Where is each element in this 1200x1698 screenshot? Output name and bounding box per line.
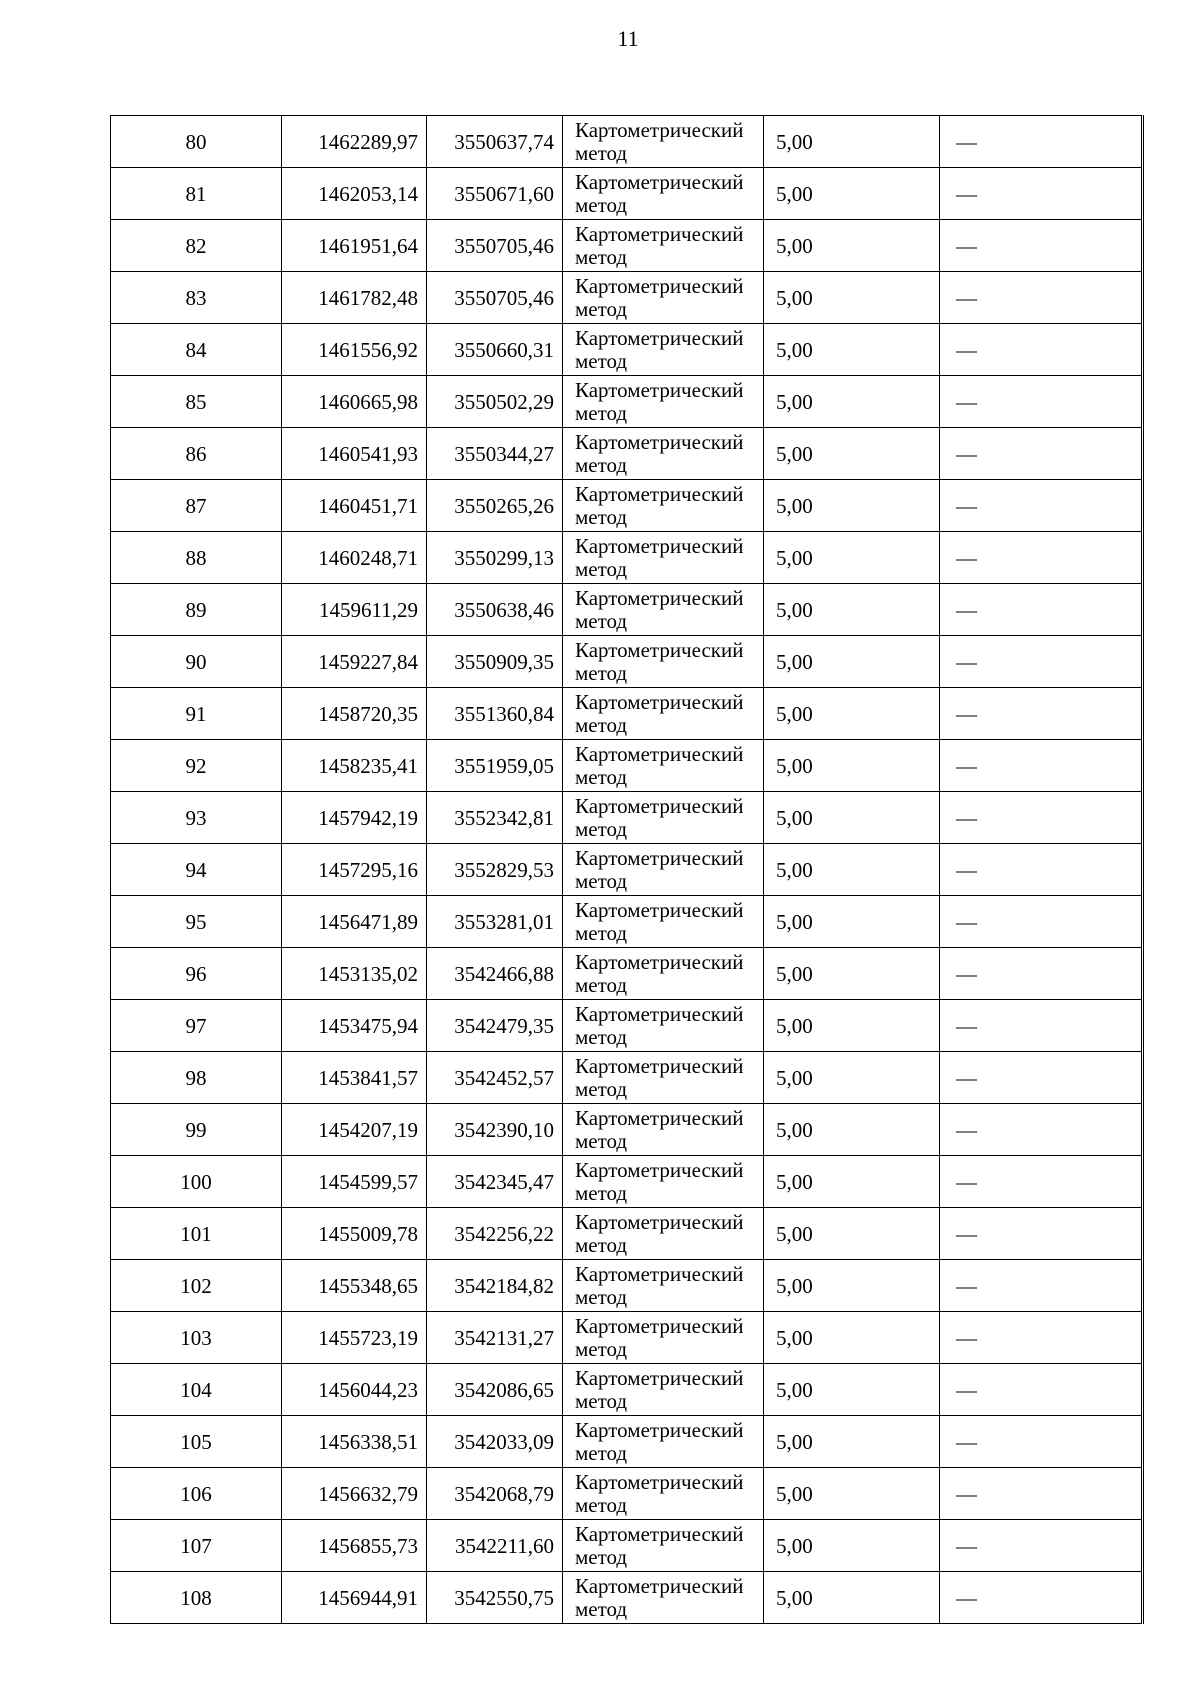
coordinate-y-cell: 3542086,65 bbox=[427, 1364, 563, 1416]
method-cell bbox=[563, 1156, 764, 1208]
method-label-line1: Картометрический bbox=[575, 794, 744, 818]
method-label-line1: Картометрический bbox=[575, 638, 744, 662]
method-cell bbox=[563, 168, 764, 220]
method-label-line2: метод bbox=[575, 1545, 628, 1569]
method-label-line2: метод bbox=[575, 973, 628, 997]
accuracy-cell: 5,00 bbox=[764, 168, 940, 220]
coordinate-x-cell: 1460541,93 bbox=[282, 428, 427, 480]
method-label-line1: Картометрический bbox=[575, 378, 744, 402]
coordinate-y-cell: 3550344,27 bbox=[427, 428, 563, 480]
note-cell: — bbox=[940, 1000, 1143, 1052]
accuracy-cell: 5,00 bbox=[764, 220, 940, 272]
table-row bbox=[111, 792, 1143, 844]
note-cell: — bbox=[940, 116, 1143, 168]
method-label-line1: Картометрический bbox=[575, 482, 744, 506]
method-label-line2: метод bbox=[575, 1233, 628, 1257]
table-row bbox=[111, 948, 1143, 1000]
method-cell bbox=[563, 428, 764, 480]
method-cell bbox=[563, 948, 764, 1000]
method-label-line2: метод bbox=[575, 609, 628, 633]
coordinate-x-cell: 1456044,23 bbox=[282, 1364, 427, 1416]
method-label-line1: Картометрический bbox=[575, 898, 744, 922]
method-cell bbox=[563, 532, 764, 584]
note-cell: — bbox=[940, 688, 1143, 740]
accuracy-cell: 5,00 bbox=[764, 1000, 940, 1052]
table-row bbox=[111, 220, 1143, 272]
table-row bbox=[111, 376, 1143, 428]
accuracy-cell: 5,00 bbox=[764, 896, 940, 948]
coordinate-x-cell: 1462289,97 bbox=[282, 116, 427, 168]
method-label-line2: метод bbox=[575, 1129, 628, 1153]
coordinate-y-cell: 3553281,01 bbox=[427, 896, 563, 948]
table-row bbox=[111, 896, 1143, 948]
method-label-line1: Картометрический bbox=[575, 1054, 744, 1078]
method-cell bbox=[563, 688, 764, 740]
table-row bbox=[111, 636, 1143, 688]
coordinate-y-cell: 3542184,82 bbox=[427, 1260, 563, 1312]
accuracy-cell: 5,00 bbox=[764, 324, 940, 376]
accuracy-cell: 5,00 bbox=[764, 272, 940, 324]
method-label-line1: Картометрический bbox=[575, 1418, 744, 1442]
coordinate-x-cell: 1456944,91 bbox=[282, 1572, 427, 1624]
method-label-line1: Картометрический bbox=[575, 430, 744, 454]
table-row bbox=[111, 1104, 1143, 1156]
method-label-line1: Картометрический bbox=[575, 690, 744, 714]
method-label-line2: метод bbox=[575, 661, 628, 685]
method-label-line2: метод bbox=[575, 1285, 628, 1309]
note-cell: — bbox=[940, 948, 1143, 1000]
note-cell: — bbox=[940, 844, 1143, 896]
accuracy-cell: 5,00 bbox=[764, 532, 940, 584]
accuracy-cell: 5,00 bbox=[764, 1052, 940, 1104]
method-label-line2: метод bbox=[575, 557, 628, 581]
table-row bbox=[111, 1052, 1143, 1104]
accuracy-cell: 5,00 bbox=[764, 480, 940, 532]
coordinate-x-cell: 1458235,41 bbox=[282, 740, 427, 792]
table-row bbox=[111, 1312, 1143, 1364]
accuracy-cell: 5,00 bbox=[764, 116, 940, 168]
coordinate-x-cell: 1461951,64 bbox=[282, 220, 427, 272]
coordinate-y-cell: 3542466,88 bbox=[427, 948, 563, 1000]
coordinate-x-cell: 1457295,16 bbox=[282, 844, 427, 896]
point-number-cell: 91 bbox=[111, 688, 282, 740]
note-cell: — bbox=[940, 168, 1143, 220]
coordinate-y-cell: 3542345,47 bbox=[427, 1156, 563, 1208]
coordinate-x-cell: 1461556,92 bbox=[282, 324, 427, 376]
coordinate-x-cell: 1453841,57 bbox=[282, 1052, 427, 1104]
method-label-line1: Картометрический bbox=[575, 1002, 744, 1026]
accuracy-cell: 5,00 bbox=[764, 376, 940, 428]
point-number-cell: 89 bbox=[111, 584, 282, 636]
method-label-line1: Картометрический bbox=[575, 1470, 744, 1494]
point-number-cell: 82 bbox=[111, 220, 282, 272]
table-row bbox=[111, 532, 1143, 584]
point-number-cell: 87 bbox=[111, 480, 282, 532]
method-cell bbox=[563, 1364, 764, 1416]
coordinate-y-cell: 3542256,22 bbox=[427, 1208, 563, 1260]
table-row bbox=[111, 1000, 1143, 1052]
coordinate-y-cell: 3550660,31 bbox=[427, 324, 563, 376]
note-cell: — bbox=[940, 1468, 1143, 1520]
coordinate-y-cell: 3552829,53 bbox=[427, 844, 563, 896]
coordinate-y-cell: 3550637,74 bbox=[427, 116, 563, 168]
point-number-cell: 100 bbox=[111, 1156, 282, 1208]
method-label-line1: Картометрический bbox=[575, 170, 744, 194]
point-number-cell: 83 bbox=[111, 272, 282, 324]
point-number-cell: 101 bbox=[111, 1208, 282, 1260]
accuracy-cell: 5,00 bbox=[764, 1520, 940, 1572]
note-cell: — bbox=[940, 1364, 1143, 1416]
method-cell bbox=[563, 1416, 764, 1468]
method-label-line1: Картометрический bbox=[575, 1314, 744, 1338]
method-label-line2: метод bbox=[575, 1389, 628, 1413]
method-cell bbox=[563, 844, 764, 896]
coordinate-y-cell: 3550638,46 bbox=[427, 584, 563, 636]
note-cell: — bbox=[940, 480, 1143, 532]
accuracy-cell: 5,00 bbox=[764, 1364, 940, 1416]
note-cell: — bbox=[940, 1572, 1143, 1624]
coordinate-y-cell: 3542550,75 bbox=[427, 1572, 563, 1624]
point-number-cell: 99 bbox=[111, 1104, 282, 1156]
note-cell: — bbox=[940, 428, 1143, 480]
accuracy-cell: 5,00 bbox=[764, 1260, 940, 1312]
note-cell: — bbox=[940, 1208, 1143, 1260]
coordinate-x-cell: 1458720,35 bbox=[282, 688, 427, 740]
point-number-cell: 105 bbox=[111, 1416, 282, 1468]
note-cell: — bbox=[940, 376, 1143, 428]
coordinate-y-cell: 3542390,10 bbox=[427, 1104, 563, 1156]
coordinate-x-cell: 1456338,51 bbox=[282, 1416, 427, 1468]
coordinate-y-cell: 3551959,05 bbox=[427, 740, 563, 792]
method-label-line1: Картометрический bbox=[575, 222, 744, 246]
coordinate-x-cell: 1459611,29 bbox=[282, 584, 427, 636]
coordinate-y-cell: 3552342,81 bbox=[427, 792, 563, 844]
coordinate-x-cell: 1453475,94 bbox=[282, 1000, 427, 1052]
point-number-cell: 103 bbox=[111, 1312, 282, 1364]
method-label-line2: метод bbox=[575, 297, 628, 321]
table-row bbox=[111, 1468, 1143, 1520]
point-number-cell: 96 bbox=[111, 948, 282, 1000]
method-cell bbox=[563, 324, 764, 376]
point-number-cell: 108 bbox=[111, 1572, 282, 1624]
coordinate-y-cell: 3542211,60 bbox=[427, 1520, 563, 1572]
method-label-line1: Картометрический bbox=[575, 1158, 744, 1182]
point-number-cell: 93 bbox=[111, 792, 282, 844]
method-label-line2: метод bbox=[575, 193, 628, 217]
method-cell bbox=[563, 220, 764, 272]
point-number-cell: 86 bbox=[111, 428, 282, 480]
accuracy-cell: 5,00 bbox=[764, 948, 940, 1000]
method-cell bbox=[563, 1260, 764, 1312]
table-row bbox=[111, 480, 1143, 532]
table-row bbox=[111, 1572, 1143, 1624]
coordinate-x-cell: 1460665,98 bbox=[282, 376, 427, 428]
method-cell bbox=[563, 792, 764, 844]
method-label-line2: метод bbox=[575, 401, 628, 425]
table-row bbox=[111, 740, 1143, 792]
table-row bbox=[111, 1156, 1143, 1208]
coordinate-y-cell: 3542068,79 bbox=[427, 1468, 563, 1520]
point-number-cell: 92 bbox=[111, 740, 282, 792]
table-row bbox=[111, 324, 1143, 376]
coordinate-x-cell: 1461782,48 bbox=[282, 272, 427, 324]
accuracy-cell: 5,00 bbox=[764, 428, 940, 480]
note-cell: — bbox=[940, 1052, 1143, 1104]
coordinate-x-cell: 1460451,71 bbox=[282, 480, 427, 532]
note-cell: — bbox=[940, 324, 1143, 376]
point-number-cell: 80 bbox=[111, 116, 282, 168]
method-cell bbox=[563, 1468, 764, 1520]
accuracy-cell: 5,00 bbox=[764, 844, 940, 896]
table-row bbox=[111, 1208, 1143, 1260]
method-label-line2: метод bbox=[575, 141, 628, 165]
method-label-line1: Картометрический bbox=[575, 118, 744, 142]
coordinate-x-cell: 1454599,57 bbox=[282, 1156, 427, 1208]
point-number-cell: 88 bbox=[111, 532, 282, 584]
coordinate-x-cell: 1455723,19 bbox=[282, 1312, 427, 1364]
method-label-line1: Картометрический bbox=[575, 1366, 744, 1390]
coordinate-x-cell: 1462053,14 bbox=[282, 168, 427, 220]
point-number-cell: 102 bbox=[111, 1260, 282, 1312]
accuracy-cell: 5,00 bbox=[764, 740, 940, 792]
table-row bbox=[111, 1416, 1143, 1468]
method-cell bbox=[563, 1052, 764, 1104]
coordinate-x-cell: 1457942,19 bbox=[282, 792, 427, 844]
point-number-cell: 107 bbox=[111, 1520, 282, 1572]
method-label-line2: метод bbox=[575, 1337, 628, 1361]
coordinate-y-cell: 3542033,09 bbox=[427, 1416, 563, 1468]
method-cell bbox=[563, 636, 764, 688]
method-cell bbox=[563, 1208, 764, 1260]
method-label-line2: метод bbox=[575, 349, 628, 373]
note-cell: — bbox=[940, 1156, 1143, 1208]
note-cell: — bbox=[940, 584, 1143, 636]
method-label-line2: метод bbox=[575, 817, 628, 841]
accuracy-cell: 5,00 bbox=[764, 1156, 940, 1208]
method-cell bbox=[563, 1312, 764, 1364]
method-label-line1: Картометрический bbox=[575, 326, 744, 350]
point-number-cell: 94 bbox=[111, 844, 282, 896]
coordinate-x-cell: 1455348,65 bbox=[282, 1260, 427, 1312]
method-label-line1: Картометрический bbox=[575, 742, 744, 766]
coordinate-y-cell: 3550705,46 bbox=[427, 272, 563, 324]
accuracy-cell: 5,00 bbox=[764, 688, 940, 740]
accuracy-cell: 5,00 bbox=[764, 1104, 940, 1156]
point-number-cell: 97 bbox=[111, 1000, 282, 1052]
method-label-line1: Картометрический bbox=[575, 846, 744, 870]
method-label-line2: метод bbox=[575, 1077, 628, 1101]
note-cell: — bbox=[940, 1520, 1143, 1572]
table-row bbox=[111, 1260, 1143, 1312]
accuracy-cell: 5,00 bbox=[764, 584, 940, 636]
coordinate-y-cell: 3551360,84 bbox=[427, 688, 563, 740]
table-row bbox=[111, 1520, 1143, 1572]
table-row bbox=[111, 168, 1143, 220]
method-cell bbox=[563, 1000, 764, 1052]
point-number-cell: 95 bbox=[111, 896, 282, 948]
method-label-line2: метод bbox=[575, 1181, 628, 1205]
method-label-line1: Картометрический bbox=[575, 1574, 744, 1598]
method-label-line2: метод bbox=[575, 1441, 628, 1465]
coordinate-x-cell: 1453135,02 bbox=[282, 948, 427, 1000]
coordinate-y-cell: 3550705,46 bbox=[427, 220, 563, 272]
note-cell: — bbox=[940, 272, 1143, 324]
coordinate-y-cell: 3550671,60 bbox=[427, 168, 563, 220]
point-number-cell: 90 bbox=[111, 636, 282, 688]
method-label-line2: метод bbox=[575, 765, 628, 789]
table-row bbox=[111, 688, 1143, 740]
coordinate-x-cell: 1454207,19 bbox=[282, 1104, 427, 1156]
table-row bbox=[111, 1364, 1143, 1416]
coordinate-x-cell: 1459227,84 bbox=[282, 636, 427, 688]
accuracy-cell: 5,00 bbox=[764, 792, 940, 844]
accuracy-cell: 5,00 bbox=[764, 1208, 940, 1260]
note-cell: — bbox=[940, 1104, 1143, 1156]
note-cell: — bbox=[940, 792, 1143, 844]
method-label-line1: Картометрический bbox=[575, 1522, 744, 1546]
accuracy-cell: 5,00 bbox=[764, 1572, 940, 1624]
method-label-line2: метод bbox=[575, 921, 628, 945]
coordinate-x-cell: 1460248,71 bbox=[282, 532, 427, 584]
method-label-line2: метод bbox=[575, 1597, 628, 1621]
point-number-cell: 81 bbox=[111, 168, 282, 220]
method-label-line2: метод bbox=[575, 1025, 628, 1049]
method-cell bbox=[563, 480, 764, 532]
point-number-cell: 85 bbox=[111, 376, 282, 428]
table-body bbox=[111, 116, 1143, 1624]
coordinate-y-cell: 3542131,27 bbox=[427, 1312, 563, 1364]
method-cell bbox=[563, 740, 764, 792]
coordinates-table-wrapper bbox=[110, 115, 1142, 1624]
table-row bbox=[111, 844, 1143, 896]
coordinate-y-cell: 3550265,26 bbox=[427, 480, 563, 532]
note-cell: — bbox=[940, 1312, 1143, 1364]
method-cell bbox=[563, 1104, 764, 1156]
note-cell: — bbox=[940, 1416, 1143, 1468]
method-label-line1: Картометрический bbox=[575, 534, 744, 558]
method-label-line2: метод bbox=[575, 453, 628, 477]
note-cell: — bbox=[940, 1260, 1143, 1312]
coordinates-table bbox=[110, 115, 1144, 1624]
method-cell bbox=[563, 272, 764, 324]
note-cell: — bbox=[940, 896, 1143, 948]
coordinate-y-cell: 3550502,29 bbox=[427, 376, 563, 428]
coordinate-x-cell: 1456855,73 bbox=[282, 1520, 427, 1572]
method-cell bbox=[563, 116, 764, 168]
method-label-line2: метод bbox=[575, 505, 628, 529]
coordinate-y-cell: 3542452,57 bbox=[427, 1052, 563, 1104]
table-row bbox=[111, 584, 1143, 636]
note-cell: — bbox=[940, 740, 1143, 792]
method-label-line2: метод bbox=[575, 1493, 628, 1517]
point-number-cell: 84 bbox=[111, 324, 282, 376]
method-label-line1: Картометрический bbox=[575, 1106, 744, 1130]
table-row bbox=[111, 428, 1143, 480]
method-cell bbox=[563, 584, 764, 636]
method-label-line1: Картометрический bbox=[575, 1210, 744, 1234]
method-cell bbox=[563, 896, 764, 948]
method-label-line2: метод bbox=[575, 869, 628, 893]
point-number-cell: 104 bbox=[111, 1364, 282, 1416]
method-label-line2: метод bbox=[575, 713, 628, 737]
method-cell bbox=[563, 1520, 764, 1572]
method-label-line1: Картометрический bbox=[575, 586, 744, 610]
accuracy-cell: 5,00 bbox=[764, 1312, 940, 1364]
method-label-line1: Картометрический bbox=[575, 950, 744, 974]
method-cell bbox=[563, 1572, 764, 1624]
accuracy-cell: 5,00 bbox=[764, 1416, 940, 1468]
method-label-line2: метод bbox=[575, 245, 628, 269]
note-cell: — bbox=[940, 220, 1143, 272]
table-row bbox=[111, 272, 1143, 324]
method-cell bbox=[563, 376, 764, 428]
method-label-line1: Картометрический bbox=[575, 274, 744, 298]
coordinate-y-cell: 3542479,35 bbox=[427, 1000, 563, 1052]
note-cell: — bbox=[940, 636, 1143, 688]
accuracy-cell: 5,00 bbox=[764, 636, 940, 688]
table-row bbox=[111, 116, 1143, 168]
coordinate-x-cell: 1456632,79 bbox=[282, 1468, 427, 1520]
page-number: 11 bbox=[617, 26, 639, 51]
coordinate-y-cell: 3550299,13 bbox=[427, 532, 563, 584]
note-cell: — bbox=[940, 532, 1143, 584]
coordinate-x-cell: 1456471,89 bbox=[282, 896, 427, 948]
point-number-cell: 98 bbox=[111, 1052, 282, 1104]
point-number-cell: 106 bbox=[111, 1468, 282, 1520]
coordinate-y-cell: 3550909,35 bbox=[427, 636, 563, 688]
accuracy-cell: 5,00 bbox=[764, 1468, 940, 1520]
method-label-line1: Картометрический bbox=[575, 1262, 744, 1286]
coordinate-x-cell: 1455009,78 bbox=[282, 1208, 427, 1260]
